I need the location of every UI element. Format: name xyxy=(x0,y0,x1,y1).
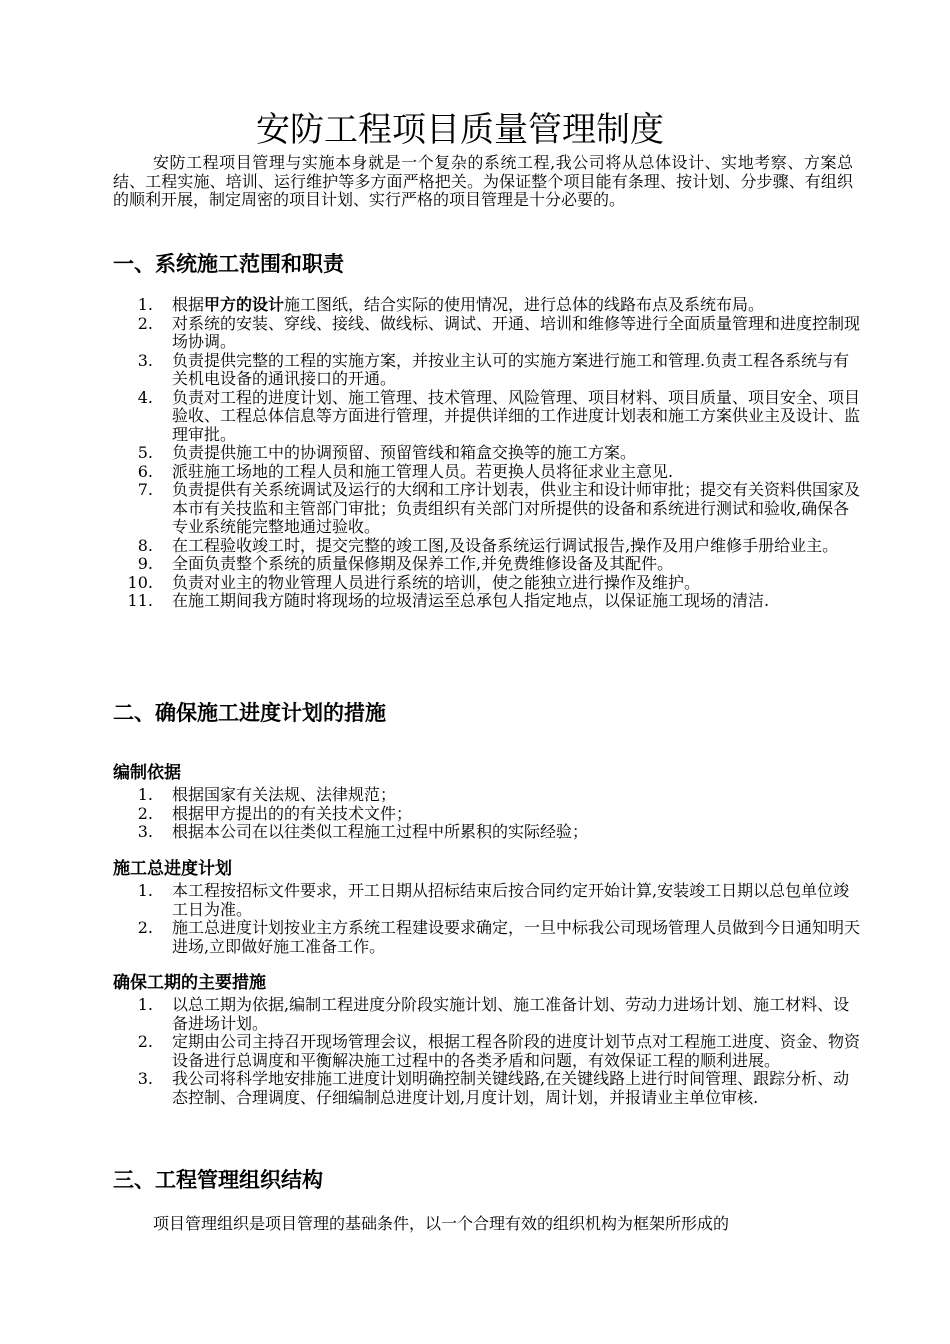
list-item-number: 10. xyxy=(127,572,153,592)
document-title: 安防工程项目质量管理制度 xyxy=(256,110,664,150)
list-item xyxy=(113,786,865,805)
list-item-number: 5. xyxy=(137,443,153,462)
list-item-text: 根据甲方提出的的有关技术文件； xyxy=(172,803,413,823)
list-item xyxy=(113,592,865,611)
list-item-text: 全面负责整个系统的质量保修期及保养工作,并免费维修设备及其配件。 xyxy=(172,554,674,573)
list-item-text: 负责提供完整的工程的实施方案，并按业主认可的实施方案进行施工和管理.负责工程各系统与有关机电设备的通讯接口的开通。 xyxy=(172,350,850,388)
section-3-heading: 三、工程管理组织结构 xyxy=(113,1168,323,1192)
list-item xyxy=(113,574,865,593)
list-item-number: 4. xyxy=(137,387,153,407)
section-2-heading: 二、确保施工进度计划的措施 xyxy=(113,701,386,725)
schedule-heading: 施工总进度计划 xyxy=(113,859,232,879)
list-item-text: 对系统的安装、穿线、接线、做线标、调试、开通、培训和维修等进行全面质量管理和进度控制现场协调。 xyxy=(172,313,861,351)
list-item-text: 在施工期间我方随时将现场的垃圾清运至总承包人指定地点，以保证施工现场的清洁. xyxy=(172,591,770,610)
list-item-text: 在工程验收竣工时，提交完整的竣工图,及设备系统运行调试报告,操作及用户维修手册给业主。 xyxy=(172,535,839,555)
list-item-text: 根据 xyxy=(172,295,205,314)
list-item-text: 本工程按招标文件要求，开工日期从招标结束后按合同约定开始计算,安装竣工日期以总包单位竣工日为准。 xyxy=(172,881,850,919)
list-item-number: 2. xyxy=(137,803,153,823)
list-item xyxy=(113,315,865,352)
list-item-number: 6. xyxy=(137,461,153,481)
list-item xyxy=(113,1070,865,1107)
list-item xyxy=(113,389,865,445)
list-item-text: 负责提供施工中的协调预留、预留管线和箱盒交换等的施工方案。 xyxy=(172,443,637,462)
intro-paragraph: 安防工程项目管理与实施本身就是一个复杂的系统工程,我公司将从总体设计、实地考察、方案总结、工程实施、培训、运行维护等多方面严格把关。为保证整个项目能有条理、按计划、分步骤、有组织的顺利开展，制定周密的项目计划、实行严格的项目管理是十分必要的。 xyxy=(113,153,853,209)
list-item xyxy=(113,537,865,556)
list-item-text: 负责对工程的进度计划、施工管理、技术管理、风险管理、项目材料、项目质量、项目安全、项目验收、工程总体信息等方面进行管理，并提供详细的工作进度计划表和施工方案供业主及设计、监理审批。 xyxy=(172,387,861,444)
list-item-number: 9. xyxy=(137,554,153,573)
list-item-text: 我公司将科学地安排施工进度计划明确控制关键线路,在关键线路上进行时间管理、跟踪分析、动态控制、合理调度、仔细编制总进度计划,月度计划，周计划，并报请业主单位审核. xyxy=(172,1069,850,1107)
list-item-number: 8. xyxy=(137,535,153,555)
section-1-heading: 一、系统施工范围和职责 xyxy=(113,252,344,276)
list-item-text: 根据本公司在以往类似工程施工过程中所累积的实际经验； xyxy=(172,822,589,841)
list-item xyxy=(113,555,865,574)
list-item-text: 根据国家有关法规、法律规范； xyxy=(172,785,397,804)
list-item-text: 定期由公司主持召开现场管理会议，根据工程各阶段的进度计划节点对工程施工进度、资金、物资设备进行总调度和平衡解决施工过程中的各类矛盾和问题，有效保证工程的顺利进展。 xyxy=(172,1032,861,1070)
list-item-number: 1. xyxy=(137,785,153,804)
measures-heading: 确保工期的主要措施 xyxy=(113,973,266,993)
list-item xyxy=(113,882,865,919)
section-1-list xyxy=(113,296,865,611)
list-item xyxy=(113,481,865,537)
list-item-number: 2. xyxy=(137,918,153,937)
list-item xyxy=(113,296,865,315)
list-item-number: 11. xyxy=(127,591,153,610)
basis-list xyxy=(113,786,865,842)
list-item xyxy=(113,352,865,389)
list-item-number: 7. xyxy=(137,480,153,499)
list-item-number: 2. xyxy=(137,313,153,333)
list-item-text: 派驻施工场地的工程人员和施工管理人员。若更换人员将征求业主意见. xyxy=(172,461,674,481)
list-item-number: 2. xyxy=(137,1032,153,1051)
list-item-text: 负责对业主的物业管理人员进行系统的培训，使之能独立进行操作及维护。 xyxy=(172,572,701,592)
list-item xyxy=(113,444,865,463)
section-3-paragraph: 项目管理组织是项目管理的基础条件，以一个合理有效的组织机构为框架所形成的 xyxy=(153,1214,730,1233)
list-item-number: 3. xyxy=(137,1069,153,1088)
list-item xyxy=(113,805,865,824)
schedule-list xyxy=(113,882,865,956)
list-item xyxy=(113,996,865,1033)
basis-heading: 编制依据 xyxy=(113,763,181,783)
list-item-number: 1. xyxy=(137,995,153,1014)
list-item xyxy=(113,919,865,956)
list-item-emphasis: 甲方的设计 xyxy=(204,295,285,314)
list-item-number: 3. xyxy=(137,350,153,370)
list-item-text: 负责提供有关系统调试及运行的大纲和工序计划表，供业主和设计师审批；提交有关资料供国家及本市有关技监和主管部门审批；负责组织有关部门对所提供的设备和系统进行测试和验收,确保各专业系统能完整地通过验收。 xyxy=(172,480,861,536)
list-item-text: 施工图纸，结合实际的使用情况，进行总体的线路布点及系统布局。 xyxy=(284,295,765,314)
list-item xyxy=(113,823,865,842)
list-item-number: 1. xyxy=(137,881,153,900)
list-item xyxy=(113,463,865,482)
list-item-text: 施工总进度计划按业主方系统工程建设要求确定，一旦中标我公司现场管理人员做到今日通知明天进场,立即做好施工准备工作。 xyxy=(172,918,861,956)
list-item-text: 以总工期为依据,编制工程进度分阶段实施计划、施工准备计划、劳动力进场计划、施工材料、设备进场计划。 xyxy=(172,995,850,1033)
list-item-number: 1. xyxy=(137,295,153,314)
list-item xyxy=(113,1033,865,1070)
measures-list xyxy=(113,996,865,1107)
list-item-number: 3. xyxy=(137,822,153,841)
